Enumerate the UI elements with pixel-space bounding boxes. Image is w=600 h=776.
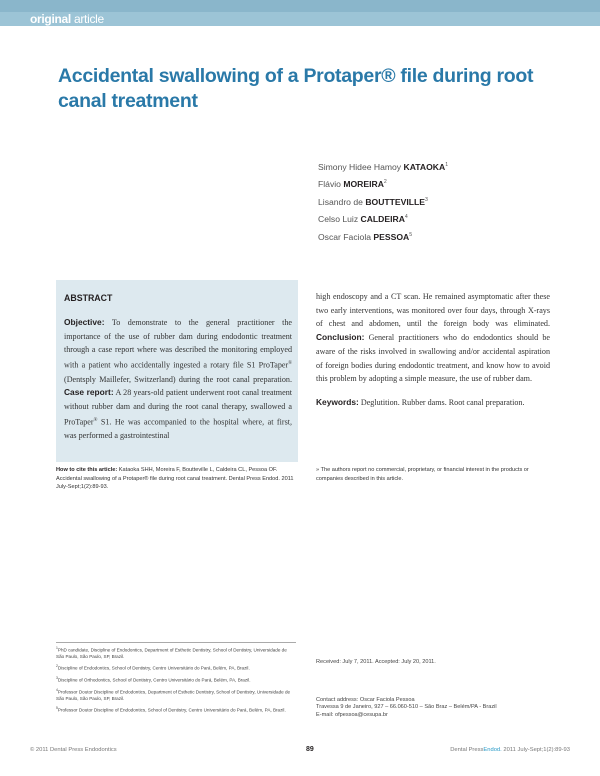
- section-label-bold: original: [30, 12, 71, 26]
- affiliations: [56, 645, 296, 717]
- section-label-light: article: [73, 12, 104, 26]
- affiliation-item: $^5$Professor Doutor Discipline of Endodontics, School of Dentistry, Centro Universitário do Pará, Belém, PA, Brazil.: [56, 706, 286, 713]
- contact-address: [316, 697, 556, 719]
- contact-email[interactable]: E-mail: ofpessoa@cesupa.br: [316, 711, 388, 718]
- author: Celso Luiz CALDEIRA$^4$: [318, 214, 408, 225]
- author: Simony Hidee Hamoy KATAOKA$^1$: [318, 161, 449, 172]
- author: Oscar Faciola PESSOA$^5$: [318, 231, 413, 242]
- conflict-of-interest-note: » The authors report no commercial, proprietary, or financial interest in the products or companies described in this article.: [316, 467, 529, 482]
- affiliations-divider: [56, 642, 296, 643]
- citation-text: Kataoka SHH, Moreira F, Boutteville L, Caldeira CL, Pessoa OF. Accidental swallowing of a Protaper® file during root canal treatment. Dental Press Endod. 2011 July-Sept;1(2):89-93.: [56, 467, 294, 491]
- conclusion-text: General practitioners who do endodontics should be aware of the risks involved in swallowing and/or accidental aspiration of foreign bodies during endodontic treatment, and know how to avoid this problem by adopting a simple measure, the use of rubber dam.: [316, 333, 550, 384]
- objective-label: Objective:: [64, 317, 105, 327]
- author: Flávio MOREIRA$^2$: [318, 179, 387, 190]
- case-report-label: Case report:: [64, 387, 114, 398]
- page-number: 89: [306, 746, 314, 753]
- keywords-text: Deglutition. Rubber dams. Root canal preparation.: [360, 397, 525, 407]
- case-report-continued: high endoscopy and a CT scan. He remained asymptomatic after these two early interventions, was monitored over four days, through X-rays of chest and abdomen, until the foreign body was eliminated.: [316, 292, 550, 329]
- section-label: [30, 12, 104, 26]
- citation-label: How to cite this article:: [56, 467, 118, 473]
- case-report-text: A 28 years-old patient underwent root canal treatment without rubber dam and during the root canal therapy, swallowed a ProTaper: [64, 388, 292, 427]
- keywords-label: Keywords:: [316, 396, 359, 407]
- header-band-top: [0, 0, 600, 12]
- footer-copyright: © 2011 Dental Press Endodontics: [30, 747, 117, 753]
- article-title: Accidental swallowing of a Protaper® file during root canal treatment: [58, 65, 534, 112]
- abstract-column-left: Objective: To demonstrate to the general practitioner the importance of the use of rubber dam during endodontic treatment through a case report where was described the monitoring employed with a patient who accidentally ingested a rotary file S1 ProTaper® (Dentsply Maillefer, Switzerland) during the root canal preparation. Case report: A 28 years-old patient underwent root canal treatment without rubber dam and during the root canal therapy, swallowed a ProTaper® S1. He was accompanied to the hospital where, at first, was performed a gastrointestinal: [64, 317, 292, 440]
- affiliation-item: $^1$PhD candidate, Discipline of Endodontics, Department of Esthetic Dentistry, School of Dentistry, Universidade de São Paulo, São Paulo, SP, Brazil.: [56, 646, 287, 660]
- conclusion-label: Conclusion:: [316, 332, 365, 343]
- affiliation-item: $^2$Discipline of Endodontics, School of Dentistry, Centro Universitário do Pará, Belém, PA, Brazil.: [56, 664, 250, 671]
- author: Lisandro de BOUTTEVILLE$^3$: [318, 196, 428, 207]
- abstract-column-right: [316, 290, 550, 410]
- citation-note: [56, 466, 296, 492]
- contact-name: Contact address: Oscar Faciola Pessoa: [316, 697, 415, 703]
- footer-journal-info: Dental PressEndod. 2011 July-Sept;1(2):89-93: [450, 747, 570, 753]
- abstract-heading: ABSTRACT: [64, 293, 113, 303]
- received-dates: Received: July 7, 2011. Accepted: July 20, 2011.: [316, 659, 436, 665]
- objective-text: To demonstrate to the general practitioner the importance of the use of rubber dam during endodontic treatment through a case report where was described the monitoring employed with a patient who accidentally ingested a rotary file S1 ProTaper: [64, 318, 292, 370]
- affiliation-item: $^4$Professor Doutor Discipline of Endodontics, Department of Esthetic Dentistry, School of Dentistry, Universidade de São Paulo, São Paulo, SP, Brazil.: [56, 687, 291, 701]
- affiliation-item: $^3$Discipline of Orthodontics, School of Dentistry, Centro Universitário do Pará, Belém, PA, Brazil.: [56, 676, 251, 683]
- author-list: [318, 158, 448, 245]
- contact-street: Travessa 9 de Janeiro, 927 – 66.060-510 – São Braz – Belém/PA - Brazil: [316, 704, 497, 711]
